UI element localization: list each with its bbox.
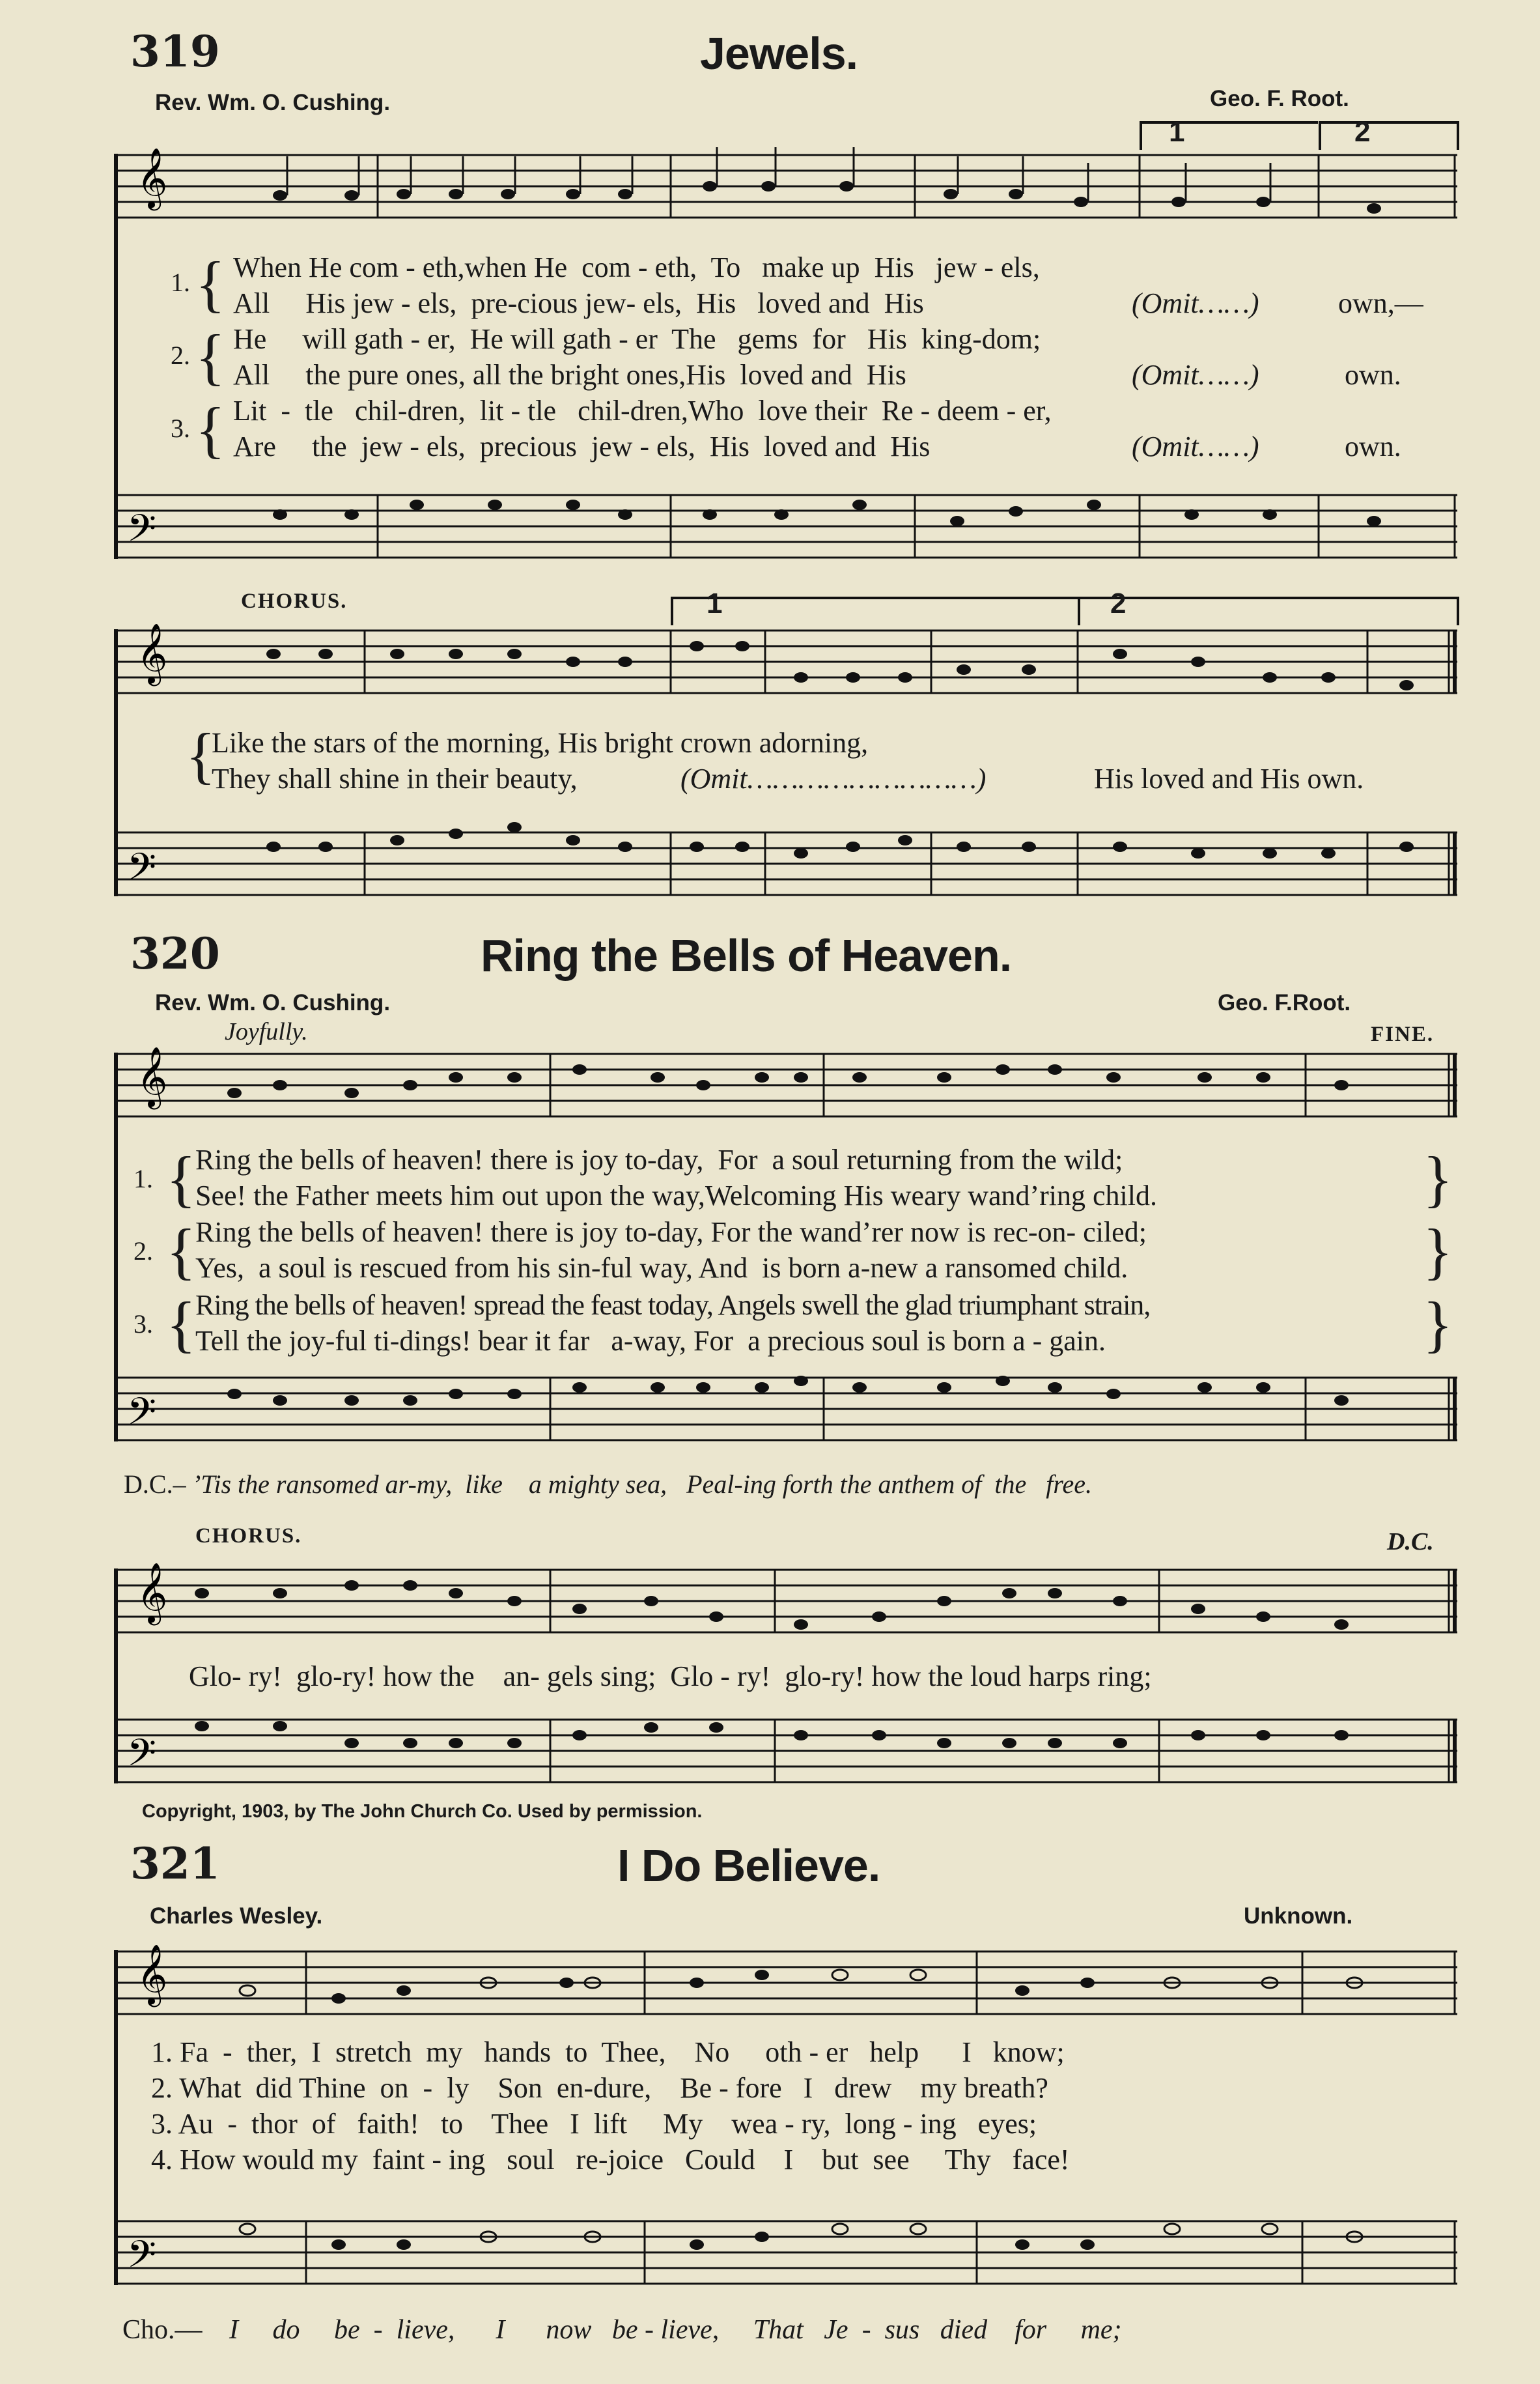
verse-brace: { [166,1144,197,1213]
verse-line: Lit - tle chil-dren, lit - tle chil-dren,Who love their Re - deem - er, [233,395,1052,427]
chorus-second-ending-mark: 2 [1110,588,1127,619]
verse-line: All His jew - els, pre-cious jew- els, His loved and His [233,287,924,319]
svg-text:𝄞: 𝄞 [137,1944,168,2004]
dc-line: ’Tis the ransomed ar-my, like a mighty sea, Peal-ing forth the anthem of the free. [192,1469,1092,1499]
composer-credit: Geo. F. Root. [1210,86,1349,111]
svg-text:𝄢: 𝄢 [127,1389,157,1443]
author-credit: Rev. Wm. O. Cushing. [155,90,391,115]
chorus-omit-note: (Omit………………………) [680,763,987,795]
verse-brace: { [195,395,226,464]
verse-line: He will gath - er, He will gath - er The gems for His king-dom; [233,323,1041,355]
verse-brace: { [195,249,226,319]
verse-end: own. [1345,431,1401,462]
svg-text:𝄢: 𝄢 [127,1731,157,1784]
fine-marking: FINE. [1371,1023,1435,1046]
verse-brace-right: } [1423,1216,1453,1286]
verse-line: Ring the bells of heaven! spread the feast today, Angels swell the glad triumphant strain, [195,1289,1151,1321]
verse-line: 2. What did Thine on - ly Son en-dure, Be - fore I drew my breath? [151,2072,1048,2104]
chorus-label: CHORUS. [195,1524,302,1548]
verse-line: All the pure ones, all the bright ones,His loved and His [233,359,906,391]
omit-note: (Omit……) [1132,431,1259,462]
treble-clef-319: 𝄞 [137,147,168,208]
hymn-number: 321 [130,1838,220,1889]
verse-label: 1. [133,1164,153,1193]
svg-text:𝄢: 𝄢 [127,845,157,898]
cho-line: I do be - lieve, I now be - lieve, That Je - sus died for me; [229,2315,1122,2345]
verse-line: 4. How would my faint - ing soul re-joice Could I but see Thy face! [151,2144,1070,2176]
bass-clef-319: 𝄢 [127,506,157,560]
cho-label: Cho.— [122,2315,203,2345]
verse-line: Ring the bells of heaven! there is joy to-day, For a soul returning from the wild; [195,1144,1123,1176]
chorus-end: His loved and His own. [1094,763,1364,795]
chorus-line: Glo- ry! glo-ry! how the an- gels sing; Glo - ry! glo-ry! how the loud harps ring; [189,1660,1152,1692]
svg-text:𝄞: 𝄞 [137,1046,168,1107]
chorus-line: Like the stars of the morning, His bright crown adorning, [212,727,869,759]
verse-line: Yes, a soul is rescued from his sin-ful way, And is born a-new a ransomed child. [195,1252,1128,1284]
verse-line: See! the Father meets him out upon the way,Welcoming His weary wand’ring child. [195,1180,1158,1212]
copyright-notice: Copyright, 1903, by The John Church Co. Used by permission. [142,1801,703,1822]
verse-label: 3. [171,414,190,443]
verse-brace: { [166,1216,197,1286]
hymn-number: 319 [130,26,220,77]
composer-credit: Geo. F.Root. [1218,990,1351,1015]
composer-credit: Unknown. [1244,1903,1353,1929]
first-ending-mark: 1 [1169,116,1185,148]
verse-end: own,— [1338,287,1423,319]
omit-note: (Omit……) [1132,359,1259,391]
svg-text:𝄞: 𝄞 [137,1562,168,1623]
second-ending-mark: 2 [1354,116,1371,148]
verse-label: 2. [171,341,190,370]
hymn-title: Ring the Bells of Heaven. [481,930,1012,981]
tempo-marking: Joyfully. [225,1018,308,1045]
hymn-number: 320 [130,928,220,979]
chorus-brace: { [186,720,216,790]
verse-line: Tell the joy-ful ti-dings! bear it far a-way, For a precious soul is born a - gain. [195,1325,1106,1357]
chorus-first-ending-mark: 1 [707,588,723,619]
verse-brace-right: } [1423,1289,1453,1359]
verse-brace: { [166,1289,197,1359]
verse-brace: { [195,322,226,391]
svg-text:𝄞: 𝄞 [137,623,168,683]
chorus-label: CHORUS. [241,589,348,613]
verse-line: When He com - eth,when He com - eth, To make up His jew - els, [233,251,1040,283]
omit-note: (Omit……) [1132,287,1259,319]
verse-end: own. [1345,359,1401,391]
verse-brace-right: } [1423,1144,1453,1213]
verse-line: 1. Fa - ther, I stretch my hands to Thee, No oth - er help I know; [151,2036,1065,2068]
verse-label: 2. [133,1236,153,1266]
verse-label: 3. [133,1309,153,1339]
dc-marking: D.C. [1387,1528,1434,1555]
hymn-title: I Do Believe. [617,1840,880,1891]
verse-label: 1. [171,268,190,297]
chorus-line: They shall shine in their beauty, [212,763,578,795]
verse-line: Are the jew - els, precious jew - els, His loved and His [233,431,931,462]
hymn-title: Jewels. [700,28,858,79]
svg-text:𝄢: 𝄢 [127,2232,157,2286]
dc-label: D.C.– [124,1469,186,1499]
verse-line: 3. Au - thor of faith! to Thee I lift My wea - ry, long - ing eyes; [151,2108,1037,2140]
author-credit: Rev. Wm. O. Cushing. [155,990,391,1015]
author-credit: Charles Wesley. [150,1903,323,1929]
verse-line: Ring the bells of heaven! there is joy to-day, For the wand’rer now is rec-on- ciled; [195,1216,1147,1248]
